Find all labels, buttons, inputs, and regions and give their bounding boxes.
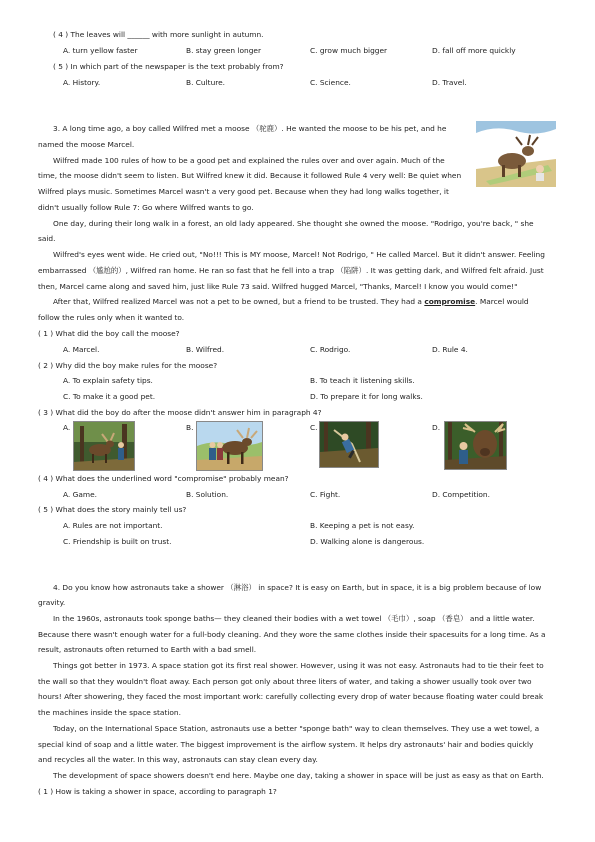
option-d[interactable]: D. Competition. — [432, 490, 490, 499]
question-stem: ( 1 ) What did the boy call the moose? — [38, 329, 180, 338]
option-b[interactable]: B. stay green longer — [186, 46, 261, 55]
passage-line: One day, during their long walk in a forest, an old lady appeared. She thought she owned the moose. "Rodrigo, you're back, " she — [53, 219, 534, 228]
option-b[interactable]: B. Culture. — [186, 78, 226, 87]
option-c[interactable]: C. — [310, 423, 318, 432]
passage-line: Wilfred made 100 rules of how to be a good pet and explained the rules over and over again. Much of the — [53, 156, 445, 165]
passage-text: . Marcel would — [475, 297, 529, 306]
option-b[interactable]: B. — [186, 423, 194, 432]
passage-line: In the 1960s, astronauts took sponge baths— they cleaned their bodies with a wet towel （毛巾）, soap （香皂） and a little water. — [53, 614, 535, 623]
passage-line — [53, 297, 529, 307]
passage-line: special kind of soap and a little water. The biggest improvement is the airflow system. It helps dry astronauts' hair and bodies quickly — [38, 740, 534, 749]
option-b-image[interactable] — [196, 421, 263, 471]
passage-line: Wilfred plays music. Sometimes Marcel wasn't a very good pet. Because when they had long walks together, it — [38, 187, 449, 196]
option-d[interactable]: D. Travel. — [432, 78, 467, 87]
option-a[interactable]: A. Marcel. — [63, 345, 100, 354]
option-d[interactable]: D. Walking alone is dangerous. — [310, 537, 425, 546]
option-b[interactable]: B. Solution. — [186, 490, 229, 499]
passage-text: After that, Wilfred realized Marcel was not a pet to be owned, but a friend to be trusted. They had a — [53, 297, 425, 306]
option-c[interactable]: C. Science. — [310, 78, 351, 87]
option-c[interactable]: C. Friendship is built on trust. — [63, 537, 172, 546]
passage-line: gravity. — [38, 598, 66, 607]
question-stem: ( 4 ) What does the underlined word "compromise" probably mean? — [38, 474, 289, 483]
passage-line: and recycles all the water. In this way, astronauts can stay clean every day. — [38, 755, 318, 764]
option-c-image[interactable] — [319, 421, 379, 468]
question-stem: ( 2 ) Why did the boy make rules for the moose? — [38, 361, 218, 370]
option-c[interactable]: C. grow much bigger — [310, 46, 388, 55]
option-c[interactable]: C. Rodrigo. — [310, 345, 351, 354]
question-stem: ( 5 ) In which part of the newspaper is the text probably from? — [53, 62, 284, 71]
option-a[interactable]: A. Rules are not important. — [63, 521, 163, 530]
passage-line: 3. A long time ago, a boy called Wilfred met a moose （驼鹿）. He wanted the moose to be his pet, and he — [53, 124, 447, 133]
option-c[interactable]: C. To make it a good pet. — [63, 392, 156, 401]
option-d[interactable]: D. fall off more quickly — [432, 46, 516, 55]
question-stem: ( 5 ) What does the story mainly tell us? — [38, 505, 187, 514]
passage-line: then, Marcel came along and saved him, just like Rule 73 said. Wilfred hugged Marcel, "Thanks, Marcel! I know you would come!" — [38, 282, 518, 291]
passage-line: The development of space showers doesn't end here. Maybe one day, taking a shower in space will be just as easy as that on Earth. — [53, 771, 544, 780]
option-d[interactable]: D. — [432, 423, 441, 432]
passage-line: 4. Do you know how astronauts take a shower （淋浴） in space? It is easy on Earth, but in space, it is a big problem because of low — [53, 583, 542, 592]
passage-line: Things got better in 1973. A space station got its first real shower. However, using it was not easy. Astronauts had to tie their feet to — [53, 661, 544, 670]
option-a[interactable]: A. Game. — [63, 490, 97, 499]
option-a[interactable]: A. To explain safety tips. — [63, 376, 153, 385]
passage-line: time, the moose didn't seem to listen. But Wilfred knew it did. Because it followed Rule 4 very well: Be quiet when — [38, 171, 462, 180]
question-stem: ( 1 ) How is taking a shower in space, according to paragraph 1? — [38, 787, 277, 796]
option-d[interactable]: D. To prepare it for long walks. — [310, 392, 423, 401]
option-d[interactable]: D. Rule 4. — [432, 345, 468, 354]
passage-line: Because there wasn't enough water for a full-body cleaning. And they wore the same clothes inside their spacesuits for a long time. As a — [38, 630, 546, 639]
option-b[interactable]: B. Wilfred. — [186, 345, 225, 354]
passage-line: said. — [38, 234, 56, 243]
option-d-image[interactable] — [444, 421, 507, 470]
passage-line: embarrassed （尴尬的）, Wilfred ran home. He ran so fast that he fell into a trap （陷阱）. It was getting dark, and Wilfred felt afraid. Just — [38, 266, 544, 275]
question-stem: ( 4 ) The leaves will ______ with more sunlight in autumn. — [53, 30, 264, 39]
moose-cartoon-image — [476, 121, 556, 187]
passage-line: didn't usually follow Rule 7: Go where Wilfred wants to go. — [38, 203, 254, 212]
question-stem: ( 3 ) What did the boy do after the moose didn't answer him in paragraph 4? — [38, 408, 322, 417]
option-b[interactable]: B. Keeping a pet is not easy. — [310, 521, 415, 530]
option-a[interactable]: A. turn yellow faster — [63, 46, 138, 55]
passage-line: hours! After showering, they faced the most important work: carefully collecting every drop of water because floating water could break — [38, 692, 544, 701]
passage-line: Today, on the International Space Station, astronauts use a better "sponge bath" way to clean themselves. They use a wet towel, a — [53, 724, 540, 733]
underlined-word: compromise — [424, 297, 476, 306]
option-a[interactable]: A. — [63, 423, 71, 432]
passage-line: named the moose Marcel. — [38, 140, 135, 149]
passage-line: the machines inside the space station. — [38, 708, 181, 717]
passage-line: Wilfred's eyes went wide. He cried out, "No!!! This is MY moose, Marcel! Not Rodrigo, " He called Marcel. But it didn't answer. Feeling — [53, 250, 545, 259]
passage-line: result, astronauts often returned to Earth with a bad smell. — [38, 645, 257, 654]
passage-line: the wall so that they wouldn't float away. Each person got only about three liters of water, and taking a shower usually took over two — [38, 677, 532, 686]
passage-line: follow the rules only when it wanted to. — [38, 313, 185, 322]
option-a-image[interactable] — [73, 421, 135, 471]
option-c[interactable]: C. Fight. — [310, 490, 341, 499]
option-b[interactable]: B. To teach it listening skills. — [310, 376, 415, 385]
option-a[interactable]: A. History. — [63, 78, 101, 87]
